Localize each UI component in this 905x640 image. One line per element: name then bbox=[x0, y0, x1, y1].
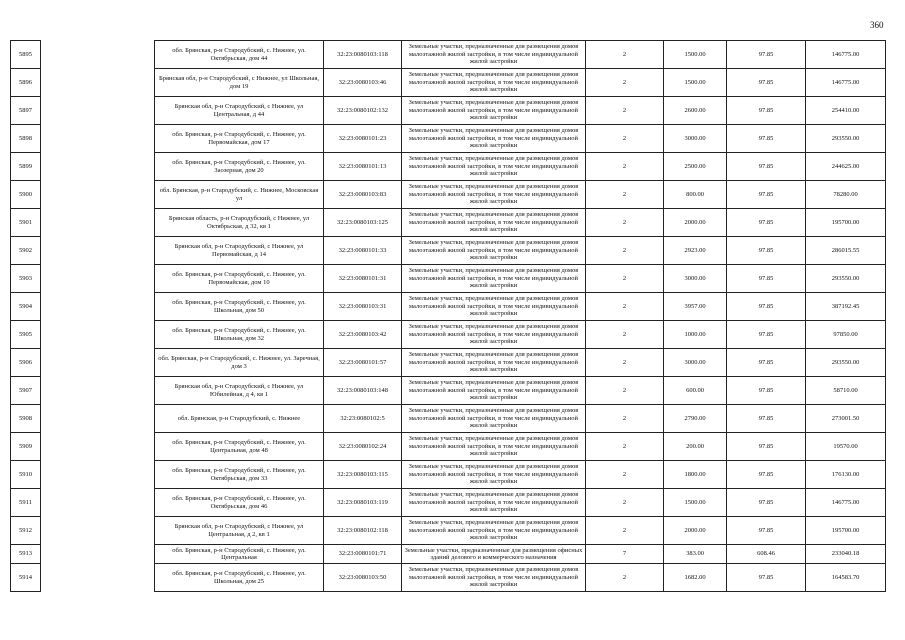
cadastral-value-cell: 293550.00 bbox=[806, 349, 886, 377]
cadastral-number-cell: 32:23:0080103:119 bbox=[324, 489, 402, 517]
gap-cell bbox=[41, 377, 155, 405]
cadastral-number-cell: 32:23:0080101:33 bbox=[324, 237, 402, 265]
gap-cell bbox=[41, 489, 155, 517]
group-cell: 2 bbox=[586, 461, 664, 489]
group-cell: 2 bbox=[586, 564, 664, 592]
row-number-cell: 5909 bbox=[11, 433, 41, 461]
gap-cell bbox=[41, 265, 155, 293]
table-row bbox=[11, 265, 886, 293]
gap-cell bbox=[41, 181, 155, 209]
gap-cell bbox=[41, 564, 155, 592]
cadastral-number-cell: 32:23:0080103:148 bbox=[324, 377, 402, 405]
cadastral-number-cell: 32:23:0080103:115 bbox=[324, 461, 402, 489]
rate-cell: 97.85 bbox=[727, 237, 806, 265]
land-use-cell: Земельные участки, предназначенные для размещения домов малоэтажной жилой застройки, в том числе индивидуальной жилой застройки bbox=[402, 489, 586, 517]
cadastral-number-cell: 32:23:0080103:42 bbox=[324, 321, 402, 349]
cadastral-value-cell: 293550.00 bbox=[806, 125, 886, 153]
table-row bbox=[11, 461, 886, 489]
address-cell: Брянская обл, р-н Стародубский, с Нижнее, ул Центральная, д 44 bbox=[155, 97, 324, 125]
address-cell: обл. Брянская, р-н Стародубский, с. Нижнее, ул. Заречная, дом 3 bbox=[155, 349, 324, 377]
row-number-cell: 5902 bbox=[11, 237, 41, 265]
land-use-cell: Земельные участки, предназначенные для размещения домов малоэтажной жилой застройки, в том числе индивидуальной жилой застройки bbox=[402, 517, 586, 545]
land-use-cell: Земельные участки, предназначенные для размещения домов малоэтажной жилой застройки, в том числе индивидуальной жилой застройки bbox=[402, 461, 586, 489]
table-row bbox=[11, 209, 886, 237]
area-cell: 2600.00 bbox=[664, 97, 727, 125]
address-cell: Брянская обл, р-н Стародубский, с Нижнее, ул Центральная, д 2, кв 1 bbox=[155, 517, 324, 545]
gap-cell bbox=[41, 517, 155, 545]
gap-cell bbox=[41, 461, 155, 489]
row-number-cell: 5910 bbox=[11, 461, 41, 489]
group-cell: 2 bbox=[586, 517, 664, 545]
cadastral-number-cell: 32:23:0080102:118 bbox=[324, 517, 402, 545]
cadastral-value-cell: 293550.00 bbox=[806, 265, 886, 293]
table-row bbox=[11, 237, 886, 265]
gap-cell bbox=[41, 405, 155, 433]
table-row bbox=[11, 545, 886, 564]
cadastral-number-cell: 32:23:0080101:31 bbox=[324, 265, 402, 293]
rate-cell: 97.85 bbox=[727, 517, 806, 545]
row-number-cell: 5895 bbox=[11, 41, 41, 69]
table-row bbox=[11, 41, 886, 69]
area-cell: 2000.00 bbox=[664, 517, 727, 545]
row-number-cell: 5905 bbox=[11, 321, 41, 349]
group-cell: 2 bbox=[586, 181, 664, 209]
cadastral-number-cell: 32:23:0080101:23 bbox=[324, 125, 402, 153]
table-row bbox=[11, 377, 886, 405]
group-cell: 2 bbox=[586, 405, 664, 433]
cadastral-value-cell: 164583.70 bbox=[806, 564, 886, 592]
table-row bbox=[11, 349, 886, 377]
table-row bbox=[11, 321, 886, 349]
address-cell: Брянская обл, р-н Стародубский, с Нижнее, ул Первомайская, д 14 bbox=[155, 237, 324, 265]
cadastral-value-cell: 387192.45 bbox=[806, 293, 886, 321]
group-cell: 2 bbox=[586, 125, 664, 153]
table-row bbox=[11, 564, 886, 592]
rate-cell: 97.85 bbox=[727, 69, 806, 97]
area-cell: 200.00 bbox=[664, 433, 727, 461]
address-cell: обл. Брянская, р-н Стародубский, с. Нижнее, ул. Первомайская, дом 17 bbox=[155, 125, 324, 153]
area-cell: 3000.00 bbox=[664, 265, 727, 293]
row-number-cell: 5906 bbox=[11, 349, 41, 377]
cadastral-value-cell: 176130.00 bbox=[806, 461, 886, 489]
table-row bbox=[11, 97, 886, 125]
cadastral-number-cell: 32:23:0080103:83 bbox=[324, 181, 402, 209]
gap-cell bbox=[41, 41, 155, 69]
table-row bbox=[11, 433, 886, 461]
row-number-cell: 5901 bbox=[11, 209, 41, 237]
group-cell: 2 bbox=[586, 377, 664, 405]
land-use-cell: Земельные участки, предназначенные для размещения домов малоэтажной жилой застройки, в том числе индивидуальной жилой застройки bbox=[402, 433, 586, 461]
rate-cell: 97.85 bbox=[727, 564, 806, 592]
address-cell: обл. Брянская, р-н Стародубский, с. Нижнее, ул. Октябрьская, дом 33 bbox=[155, 461, 324, 489]
area-cell: 600.00 bbox=[664, 377, 727, 405]
rate-cell: 608.46 bbox=[727, 545, 806, 564]
address-cell: Брянская область, р-н Стародубский, с Нижнее, ул Октябрьская, д 32, кв 1 bbox=[155, 209, 324, 237]
area-cell: 2500.00 bbox=[664, 153, 727, 181]
rate-cell: 97.85 bbox=[727, 461, 806, 489]
group-cell: 2 bbox=[586, 321, 664, 349]
area-cell: 3000.00 bbox=[664, 349, 727, 377]
rate-cell: 97.85 bbox=[727, 349, 806, 377]
group-cell: 2 bbox=[586, 237, 664, 265]
gap-cell bbox=[41, 209, 155, 237]
cadastral-value-cell: 58710.00 bbox=[806, 377, 886, 405]
area-cell: 800.00 bbox=[664, 181, 727, 209]
group-cell: 2 bbox=[586, 69, 664, 97]
cadastral-value-cell: 273001.50 bbox=[806, 405, 886, 433]
gap-cell bbox=[41, 293, 155, 321]
land-use-cell: Земельные участки, предназначенные для размещения домов малоэтажной жилой застройки, в том числе индивидуальной жилой застройки bbox=[402, 349, 586, 377]
rate-cell: 97.85 bbox=[727, 321, 806, 349]
group-cell: 2 bbox=[586, 97, 664, 125]
cadastral-value-cell: 146775.00 bbox=[806, 69, 886, 97]
area-cell: 2923.00 bbox=[664, 237, 727, 265]
table-row bbox=[11, 69, 886, 97]
cadastral-value-cell: 195700.00 bbox=[806, 209, 886, 237]
land-use-cell: Земельные участки, предназначенные для размещения домов малоэтажной жилой застройки, в том числе индивидуальной жилой застройки bbox=[402, 41, 586, 69]
cadastral-value-cell: 19570.00 bbox=[806, 433, 886, 461]
rate-cell: 97.85 bbox=[727, 489, 806, 517]
gap-cell bbox=[41, 125, 155, 153]
row-number-cell: 5900 bbox=[11, 181, 41, 209]
area-cell: 1800.00 bbox=[664, 461, 727, 489]
group-cell: 2 bbox=[586, 349, 664, 377]
gap-cell bbox=[41, 349, 155, 377]
cadastral-number-cell: 32:23:0080102:5 bbox=[324, 405, 402, 433]
cadastral-number-cell: 32:23:0080103:31 bbox=[324, 293, 402, 321]
rate-cell: 97.85 bbox=[727, 293, 806, 321]
land-use-cell: Земельные участки, предназначенные для размещения домов малоэтажной жилой застройки, в том числе индивидуальной жилой застройки bbox=[402, 377, 586, 405]
cadastral-value-cell: 244625.00 bbox=[806, 153, 886, 181]
row-number-cell: 5897 bbox=[11, 97, 41, 125]
gap-cell bbox=[41, 237, 155, 265]
row-number-cell: 5899 bbox=[11, 153, 41, 181]
land-use-cell: Земельные участки, предназначенные для размещения домов малоэтажной жилой застройки, в том числе индивидуальной жилой застройки bbox=[402, 153, 586, 181]
group-cell: 2 bbox=[586, 209, 664, 237]
area-cell: 2000.00 bbox=[664, 209, 727, 237]
row-number-cell: 5903 bbox=[11, 265, 41, 293]
land-use-cell: Земельные участки, предназначенные для размещения домов малоэтажной жилой застройки, в том числе индивидуальной жилой застройки bbox=[402, 293, 586, 321]
area-cell: 383.00 bbox=[664, 545, 727, 564]
rate-cell: 97.85 bbox=[727, 125, 806, 153]
cadastral-number-cell: 32:23:0080101:71 bbox=[324, 545, 402, 564]
address-cell: Брянская обл, р-н Стародубский, с Нижнее, ул Юбилейная, д 4, кв 1 bbox=[155, 377, 324, 405]
group-cell: 2 bbox=[586, 293, 664, 321]
land-use-cell: Земельные участки, предназначенные для размещения домов малоэтажной жилой застройки, в том числе индивидуальной жилой застройки bbox=[402, 97, 586, 125]
page-number: 360 bbox=[870, 20, 884, 30]
rate-cell: 97.85 bbox=[727, 377, 806, 405]
row-number-cell: 5913 bbox=[11, 545, 41, 564]
land-use-cell: Земельные участки, предназначенные для размещения домов малоэтажной жилой застройки, в том числе индивидуальной жилой застройки bbox=[402, 564, 586, 592]
land-use-cell: Земельные участки, предназначенные для размещения домов малоэтажной жилой застройки, в том числе индивидуальной жилой застройки bbox=[402, 405, 586, 433]
cadastral-value-cell: 233040.18 bbox=[806, 545, 886, 564]
cadastral-value-cell: 146775.00 bbox=[806, 489, 886, 517]
group-cell: 2 bbox=[586, 153, 664, 181]
gap-cell bbox=[41, 545, 155, 564]
address-cell: Брянская обл, р-н Стародубский, с Нижнее, ул Школьная, дом 19 bbox=[155, 69, 324, 97]
row-number-cell: 5904 bbox=[11, 293, 41, 321]
land-use-cell: Земельные участки, предназначенные для размещения домов малоэтажной жилой застройки, в том числе индивидуальной жилой застройки bbox=[402, 321, 586, 349]
table-body bbox=[11, 41, 886, 592]
address-cell: обл. Брянская, р-н Стародубский, с. Нижнее, Московская ул bbox=[155, 181, 324, 209]
area-cell: 2790.00 bbox=[664, 405, 727, 433]
gap-cell bbox=[41, 97, 155, 125]
table-row bbox=[11, 125, 886, 153]
cadastral-number-cell: 32:23:0080103:118 bbox=[324, 41, 402, 69]
row-number-cell: 5912 bbox=[11, 517, 41, 545]
land-use-cell: Земельные участки, предназначенные для размещения домов малоэтажной жилой застройки, в том числе индивидуальной жилой застройки bbox=[402, 181, 586, 209]
table-row bbox=[11, 489, 886, 517]
land-use-cell: Земельные участки, предназначенные для размещения домов малоэтажной жилой застройки, в том числе индивидуальной жилой застройки bbox=[402, 125, 586, 153]
cadastral-value-table bbox=[10, 40, 886, 592]
area-cell: 1000.00 bbox=[664, 321, 727, 349]
row-number-cell: 5907 bbox=[11, 377, 41, 405]
gap-cell bbox=[41, 69, 155, 97]
cadastral-number-cell: 32:23:0080103:125 bbox=[324, 209, 402, 237]
row-number-cell: 5911 bbox=[11, 489, 41, 517]
row-number-cell: 5898 bbox=[11, 125, 41, 153]
rate-cell: 97.85 bbox=[727, 405, 806, 433]
area-cell: 1500.00 bbox=[664, 489, 727, 517]
area-cell: 1682.00 bbox=[664, 564, 727, 592]
rate-cell: 97.85 bbox=[727, 209, 806, 237]
land-use-cell: Земельные участки, предназначенные для размещения домов малоэтажной жилой застройки, в том числе индивидуальной жилой застройки bbox=[402, 209, 586, 237]
address-cell: обл. Брянская, р-н Стародубский, с. Нижнее bbox=[155, 405, 324, 433]
gap-cell bbox=[41, 153, 155, 181]
address-cell: обл. Брянская, р-н Стародубский, с. Нижнее, ул. Заозерная, дом 20 bbox=[155, 153, 324, 181]
cadastral-number-cell: 32:23:0080103:50 bbox=[324, 564, 402, 592]
table-row bbox=[11, 405, 886, 433]
land-use-cell: Земельные участки, предназначенные для размещения домов малоэтажной жилой застройки, в том числе индивидуальной жилой застройки bbox=[402, 69, 586, 97]
cadastral-value-cell: 286015.55 bbox=[806, 237, 886, 265]
cadastral-value-cell: 195700.00 bbox=[806, 517, 886, 545]
cadastral-number-cell: 32:23:0080102:132 bbox=[324, 97, 402, 125]
address-cell: обл. Брянская, р-н Стародубский, с. Нижнее, ул. Центральная bbox=[155, 545, 324, 564]
address-cell: обл. Брянская, р-н Стародубский, с. Нижнее, ул. Центральная, дом 48 bbox=[155, 433, 324, 461]
rate-cell: 97.85 bbox=[727, 153, 806, 181]
cadastral-value-cell: 78280.00 bbox=[806, 181, 886, 209]
land-use-cell: Земельные участки, предназначенные для размещения домов малоэтажной жилой застройки, в том числе индивидуальной жилой застройки bbox=[402, 265, 586, 293]
address-cell: обл. Брянская, р-н Стародубский, с. Нижнее, ул. Школьная, дом 32 bbox=[155, 321, 324, 349]
land-use-cell: Земельные участки, предназначенные для размещения домов малоэтажной жилой застройки, в том числе индивидуальной жилой застройки bbox=[402, 237, 586, 265]
group-cell: 2 bbox=[586, 433, 664, 461]
table-row bbox=[11, 153, 886, 181]
group-cell: 2 bbox=[586, 41, 664, 69]
cadastral-value-cell: 254410.00 bbox=[806, 97, 886, 125]
rate-cell: 97.85 bbox=[727, 181, 806, 209]
cadastral-number-cell: 32:23:0080101:57 bbox=[324, 349, 402, 377]
area-cell: 1500.00 bbox=[664, 41, 727, 69]
gap-cell bbox=[41, 433, 155, 461]
address-cell: обл. Брянская, р-н Стародубский, с. Нижнее, ул. Школьная, дом 25 bbox=[155, 564, 324, 592]
gap-cell bbox=[41, 321, 155, 349]
land-use-cell: Земельные участки, предназначенные для размещения офисных зданий делового и коммерческого назначения bbox=[402, 545, 586, 564]
row-number-cell: 5908 bbox=[11, 405, 41, 433]
group-cell: 2 bbox=[586, 265, 664, 293]
group-cell: 2 bbox=[586, 489, 664, 517]
group-cell: 7 bbox=[586, 545, 664, 564]
cadastral-number-cell: 32:23:0080103:46 bbox=[324, 69, 402, 97]
address-cell: обл. Брянская, р-н Стародубский, с. Нижнее, ул. Первомайская, дом 10 bbox=[155, 265, 324, 293]
table-row bbox=[11, 181, 886, 209]
cadastral-number-cell: 32:23:0080101:13 bbox=[324, 153, 402, 181]
area-cell: 3957.00 bbox=[664, 293, 727, 321]
rate-cell: 97.85 bbox=[727, 433, 806, 461]
cadastral-value-cell: 146775.00 bbox=[806, 41, 886, 69]
row-number-cell: 5914 bbox=[11, 564, 41, 592]
cadastral-value-cell: 97850.00 bbox=[806, 321, 886, 349]
rate-cell: 97.85 bbox=[727, 265, 806, 293]
cadastral-number-cell: 32:23:0080102:24 bbox=[324, 433, 402, 461]
rate-cell: 97.85 bbox=[727, 97, 806, 125]
table-row bbox=[11, 517, 886, 545]
row-number-cell: 5896 bbox=[11, 69, 41, 97]
rate-cell: 97.85 bbox=[727, 41, 806, 69]
area-cell: 1500.00 bbox=[664, 69, 727, 97]
table-row bbox=[11, 293, 886, 321]
address-cell: обл. Брянская, р-н Стародубский, с. Нижнее, ул. Октябрьская, дом 46 bbox=[155, 489, 324, 517]
area-cell: 3000.00 bbox=[664, 125, 727, 153]
address-cell: обл. Брянская, р-н Стародубский, с. Нижнее, ул. Школьная, дом 50 bbox=[155, 293, 324, 321]
address-cell: обл. Брянская, р-н Стародубский, с. Нижнее, ул. Октябрьская, дом 44 bbox=[155, 41, 324, 69]
